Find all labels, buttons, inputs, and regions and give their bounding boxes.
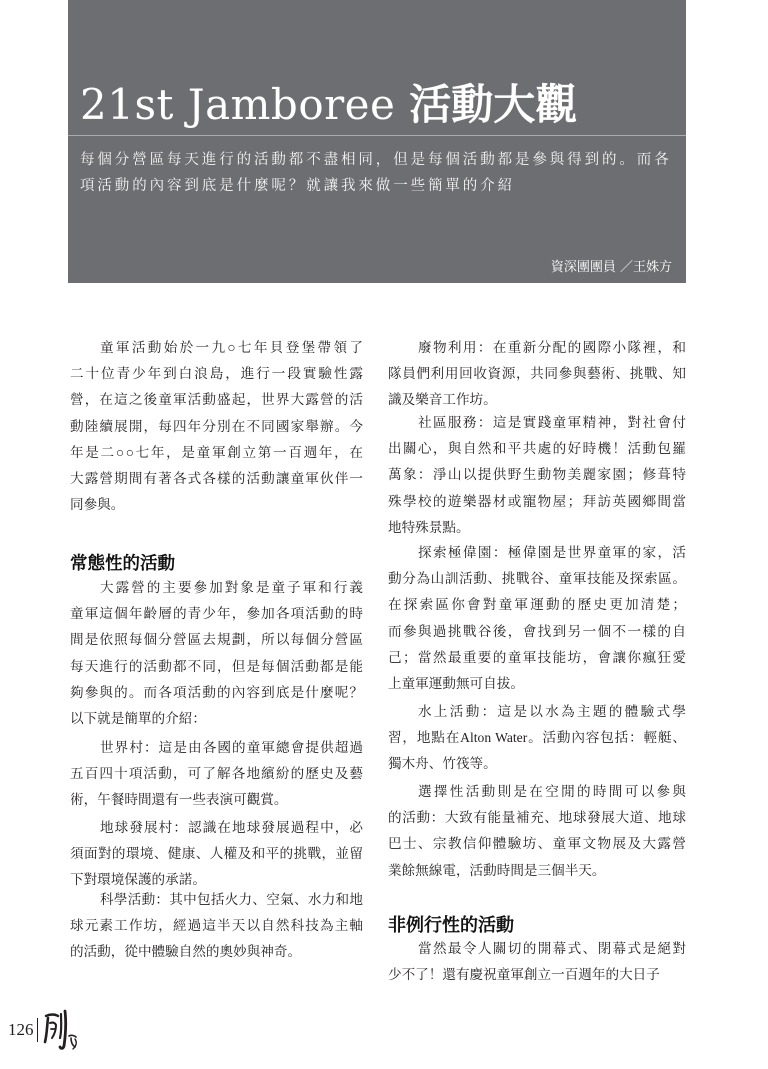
text-line: 廢物利用：在重新分配的國際小隊裡，和	[418, 340, 686, 355]
text-line: 探索極偉園：極偉園是世界童軍的家，活	[418, 545, 686, 560]
section-heading-special: 非例行性的活動	[388, 915, 514, 935]
text-line: 五百四十項活動，可了解各地繽紛的歷史及藝	[70, 766, 363, 782]
text-line: 獨木舟、竹筏等。	[388, 756, 497, 772]
text-line: 的活動：大致有能量補充、地球發展大道、地球	[388, 810, 686, 826]
text-line: 球元素工作坊，經過這半天以自然科技為主軸	[70, 918, 363, 934]
text-line: 上童軍運動無可自拔。	[388, 675, 524, 691]
paragraph-intro	[70, 335, 363, 518]
text-line: 隊員們利用回收資源，共同參與藝術、挑戰、知	[388, 366, 686, 382]
text-line: 地特殊景點。	[388, 519, 470, 535]
author-byline: 資深團團員 ／王姝方	[550, 260, 672, 275]
title-latin: 21st Jamboree	[80, 80, 396, 129]
paragraph-development-village	[70, 815, 363, 894]
text-line: 世界村：這是由各國的童軍總會提供超過	[100, 740, 363, 755]
text-line: 二十位青少年到白浪島，進行一段實驗性露	[70, 366, 363, 382]
lead-line: 每個分營區每天進行的活動都不盡相同，但是每個活動都是參與得到的。而各	[80, 152, 672, 168]
text-line: 當然最令人關切的開幕式、閉幕式是絕對	[418, 941, 686, 956]
paragraph-science	[70, 887, 363, 966]
magazine-logo-icon	[42, 1008, 82, 1052]
text-line: 萬象：淨山以提供野生動物美麗家園；修葺特	[388, 467, 686, 483]
text-line: 的活動，從中體驗自然的奧妙與神奇。	[70, 944, 302, 960]
text-line: 水上活動：這是以水為主題的體驗式學	[418, 704, 686, 719]
text-line: 社區服務：這是實踐童軍精神，對社會付	[418, 415, 686, 430]
text-line: 童軍這個年齡層的青少年，參加各項活動的時	[70, 606, 363, 622]
header-banner	[68, 0, 686, 283]
text-line: 而參與過挑戰谷後，會找到另一個不一樣的自	[388, 623, 686, 639]
paragraph-special-intro	[388, 936, 686, 988]
paragraph-community-service	[388, 410, 686, 541]
text-line: 少不了！還有慶祝童軍創立一百週年的大日子	[388, 967, 660, 983]
text-line: 須面對的環境、健康、人權及和平的挑戰，並留	[70, 846, 363, 862]
paragraph-regular-intro	[70, 575, 363, 732]
paragraph-gilwell-explore	[388, 540, 686, 697]
paragraph-water-activities	[388, 699, 686, 778]
text-line: 每天進行的活動都不同，但是每個活動都是能	[70, 658, 363, 674]
text-line: 習，地點在Alton Water。活動內容包括：輕艇、	[388, 730, 686, 746]
text-line: 出關心，與自然和平共處的好時機！活動包羅	[388, 441, 686, 457]
section-heading-regular: 常態性的活動	[70, 553, 175, 573]
text-line: 動陸續展開，每四年分別在不同國家舉辦。今	[70, 418, 363, 434]
text-line: 識及樂音工作坊。	[388, 392, 497, 408]
lead-line: 項活動的內容到底是什麼呢？就讓我來做一些簡單的介紹	[80, 178, 515, 194]
article-title	[80, 80, 577, 130]
text-line: 動分為山訓活動、挑戰谷、童軍技能及探索區。	[388, 571, 686, 587]
text-line: 選擇性活動則是在空閒的時間可以參與	[418, 784, 686, 799]
title-cjk: 活動大觀	[409, 80, 578, 129]
text-line: 夠參與的。而各項活動的內容到底是什麼呢？	[70, 684, 363, 700]
article-lead	[80, 147, 672, 199]
text-line: 下對環境保護的承諾。	[70, 872, 206, 888]
text-line: 同參與。	[70, 497, 125, 513]
text-line: 科學活動：其中包括火力、空氣、水力和地	[100, 892, 363, 907]
text-line: 在探索區你會對童軍運動的歷史更加清楚；	[388, 597, 686, 613]
text-line: 大露營期間有著各式各樣的活動讓童軍伙伴一	[70, 470, 363, 486]
text-line: 營，在這之後童軍活動盛起，世界大露營的活	[70, 392, 363, 408]
text-line: 巴士、宗教信仰體驗坊、童軍文物展及大露營	[388, 836, 686, 852]
text-line: 殊學校的遊樂器材或寵物屋；拜訪英國鄉間當	[388, 493, 686, 509]
text-line: 童軍活動始於一九○七年貝登堡帶領了	[100, 340, 363, 355]
text-line: 間是依照每個分營區去規劃，所以每個分營區	[70, 632, 363, 648]
text-line: 術，午餐時間還有一些表演可觀賞。	[70, 792, 288, 808]
paragraph-recycling	[388, 335, 686, 414]
text-line: 地球發展村：認識在地球發展過程中，必	[100, 820, 363, 835]
text-line: 己；當然最重要的童軍技能坊，會讓你瘋狂愛	[388, 649, 686, 665]
page-number: 126	[8, 1020, 34, 1039]
paragraph-elective-activities	[388, 779, 686, 884]
text-line: 年是二○○七年，是童軍創立第一百週年，在	[70, 444, 363, 460]
footer-divider	[37, 1018, 38, 1042]
title-divider	[68, 135, 686, 136]
text-line: 大露營的主要參加對象是童子軍和行義	[100, 580, 363, 595]
text-line: 以下就是簡單的介紹：	[70, 710, 206, 726]
text-line: 業餘無線電，活動時間是三個半天。	[388, 862, 606, 878]
paragraph-world-village	[70, 735, 363, 814]
